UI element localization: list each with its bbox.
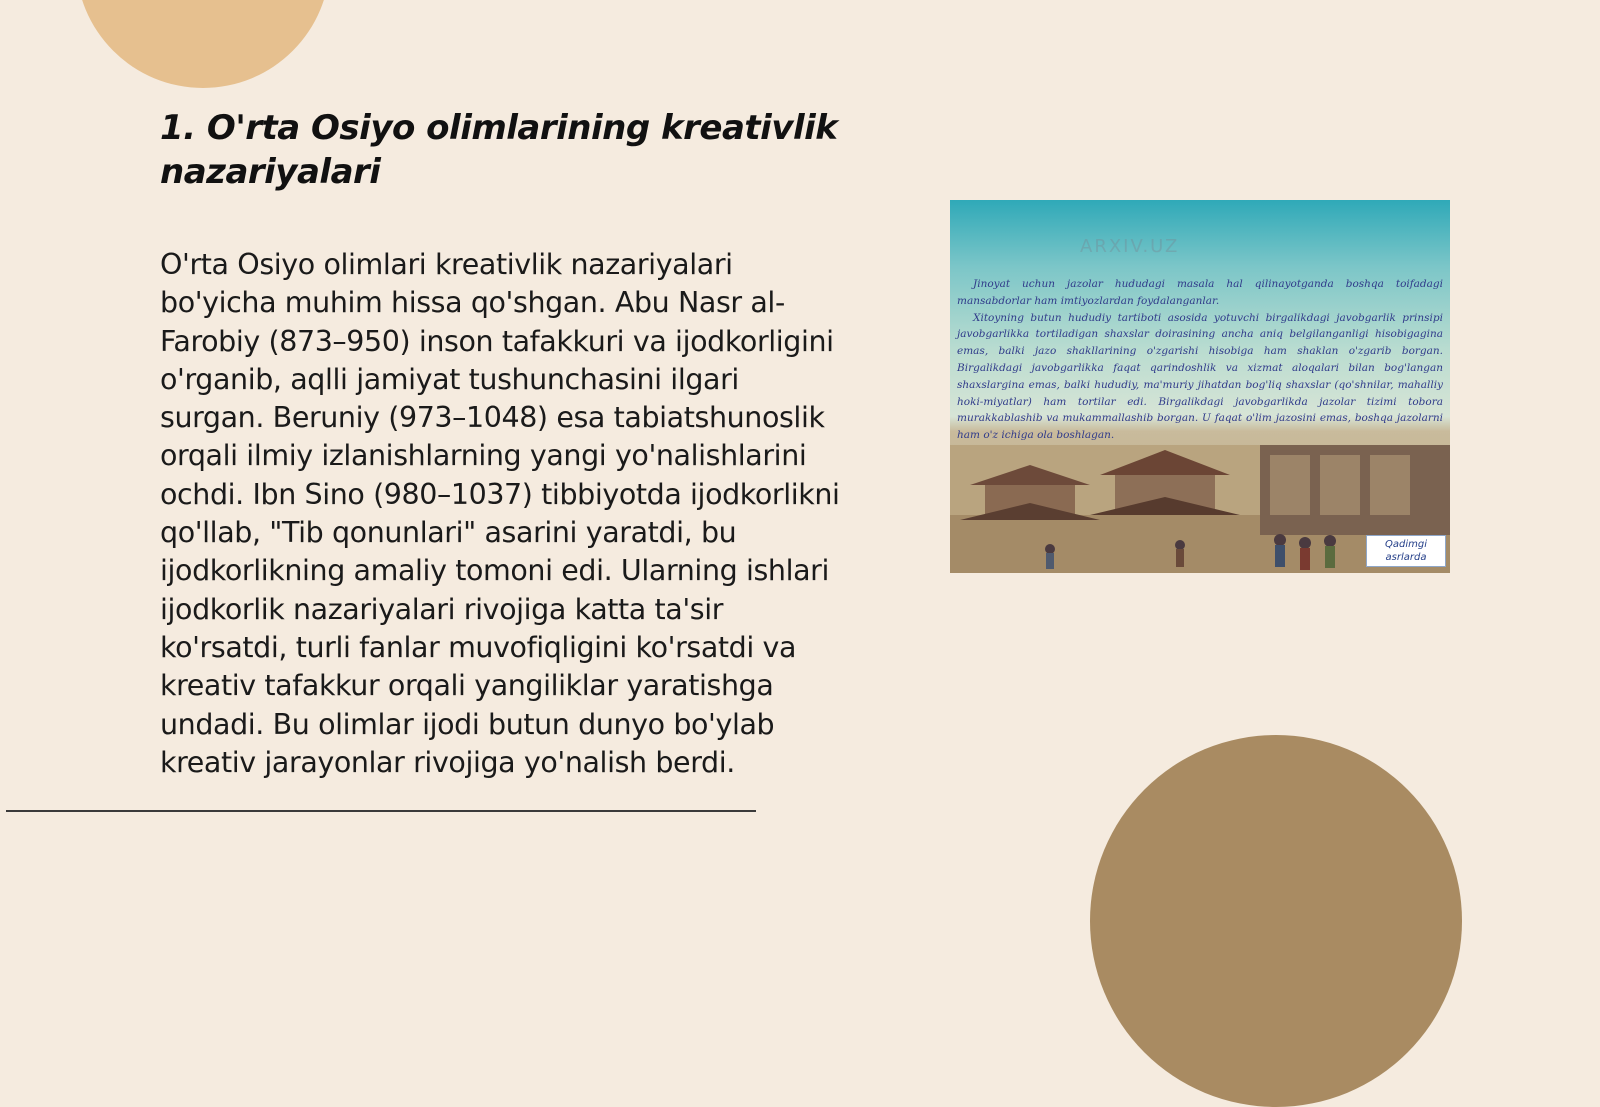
- decorative-circle-top: [76, 0, 330, 88]
- divider-line: [6, 810, 756, 812]
- slide-title: 1. O'rta Osiyo olimlarining kreativlik nazariyalari: [160, 108, 838, 192]
- image-text-block: [957, 276, 1443, 444]
- image-paragraph: Xitoyning butun hududiy tartiboti asosida yotuvchi birgalikdagi javobgarlik prinsipi javobgarlikka tortiladigan shaxslar doirasining ancha aniq belgilanganligi hisobigagina emas, balki jazo shakllarining o'zgarishi hisobiga ham shaklan o'zgarib borgan. Birgalikdagi javobgarlikka faqat qarindoshlik va xizmat aloqalari bilan bog'langan shaxslargina emas, balki hududiy, ma'muriy jihatdan bog'liq shaxslar (qo'shnilar, mahalliy hoki-miyatlar) ham tortilar edi. Birgalikdagi javobgarlikda jazolar tizimi tobora murakkablashib va mukammallashib borgan. U faqat o'lim jazosini emas, boshqa jazolarni ham o'z ichiga ola boshlagan.: [957, 311, 1443, 442]
- decorative-circle-bottom: [1090, 735, 1462, 1107]
- image-paragraph: Jinoyat uchun jazolar hududagi masala hal qilinayotganda boshqa toifadagi mansabdorlar ham imtiyozlardan foydalanganlar.: [957, 278, 1443, 307]
- image-caption: Qadimgi asrlarda: [1366, 535, 1446, 567]
- slide-body-text: O'rta Osiyo olimlari kreativlik nazariyalari bo'yicha muhim hissa qo'shgan. Abu Nasr al-Farobiy (873–950) inson tafakkuri va ijodkorligini o'rganib, aqlli jamiyat tushunchasini ilgari surgan. Beruniy (973–1048) esa tabiatshunoslik orqali ilmiy izlanishlarning yangi yo'nalishlarini ochdi. Ibn Sino (980–1037) tibbiyotda ijodkorlikni qo'llab, "Tib qonunlari" asarini yaratdi, bu ijodkorlikning amaliy tomoni edi. Ularning ishlari ijodkorlik nazariyalari rivojiga katta ta'sir ko'rsatdi, turli fanlar muvofiqligini ko'rsatdi va kreativ tafakkur orqali yangiliklar yaratishga undadi. Bu olimlar ijodi butun dunyo bo'ylab kreativ jarayonlar rivojiga yo'nalish berdi.: [160, 248, 840, 779]
- watermark-text: ARXIV.UZ: [1080, 236, 1180, 257]
- book-page-image: [950, 200, 1450, 573]
